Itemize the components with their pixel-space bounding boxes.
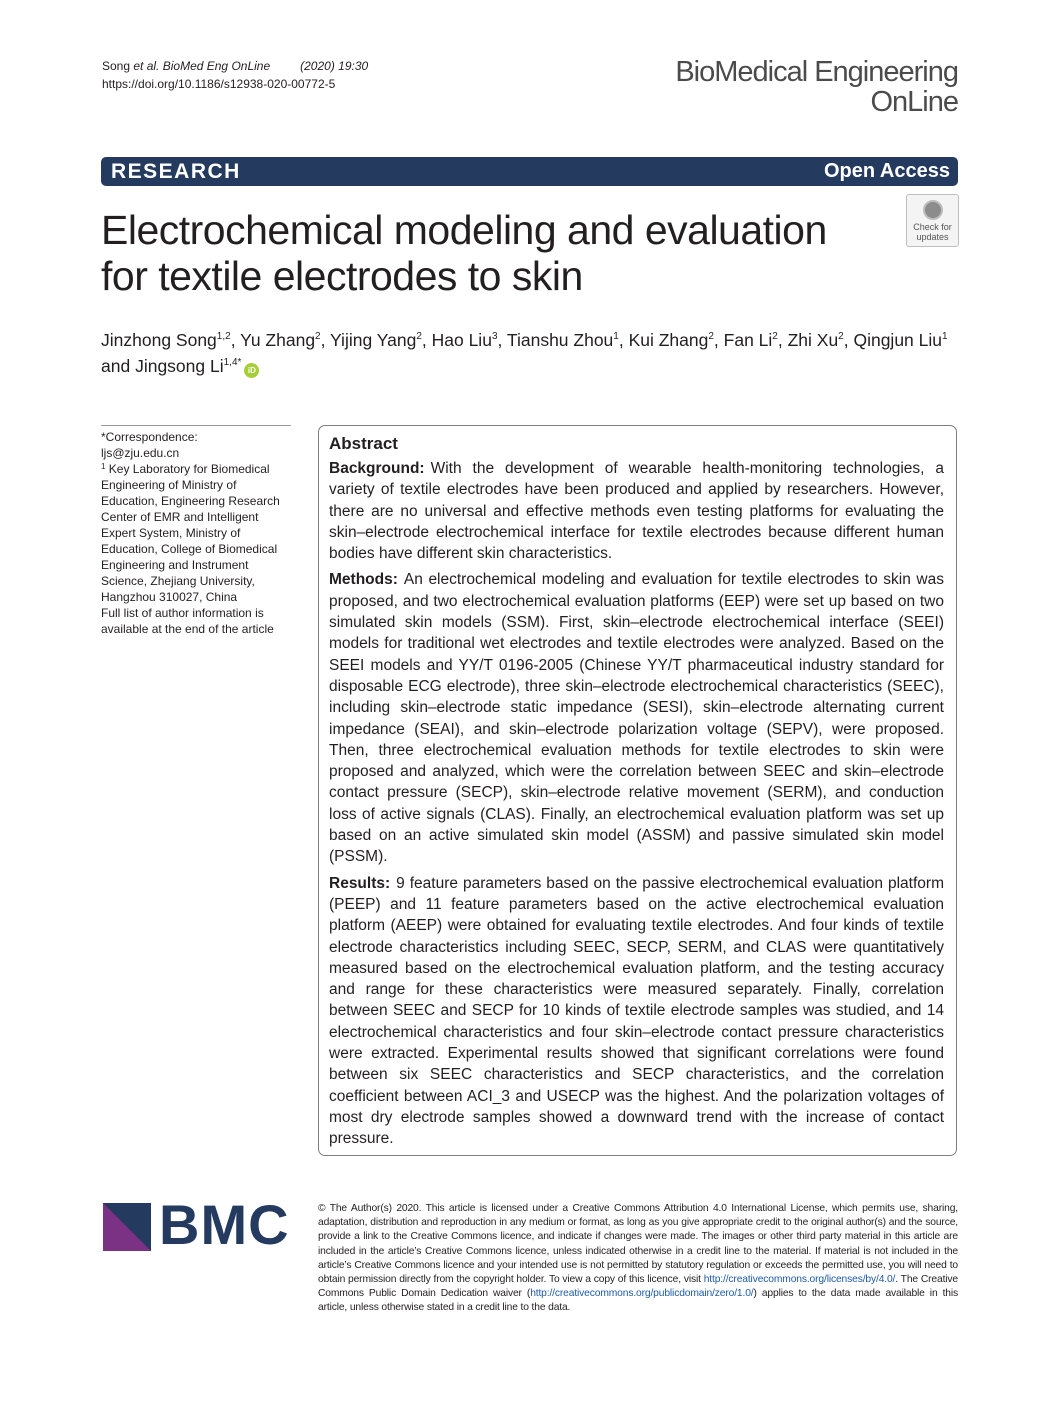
section-text: 9 feature parameters based on the passive electrochemical evaluation platform (PEEP) and 11 feature parameters based on the active electrochemical evaluation platform (AEEP) were obtained for evaluating textile electrodes. And four kinds of textile electrode characteristics including SEEC, SECP, SERM, and CLAS were quantitatively measured based on the electrochemical evaluation platform, and the testing accuracy and range for these characteristics were measured separately. Finally, correlation between SEEC and SECP for 10 kinds of textile electrode samples was studied, and 14 electrochemical characteristics and four skin–electrode contact pressure characteristics were extracted. Experimental results showed that significant correlations were found between six SEEC characteristics and SECP characteristics, and the correlation coefficient between ACI_3 and USECP was the highest. And the polarization voltages of most dry electrode samples showed a downward trend with the increase of contact pressure.: [329, 874, 944, 1148]
journal-name-line1: BioMedical Engineering: [675, 56, 958, 88]
correspondence-panel: [101, 425, 291, 637]
affiliation-number: 1: [101, 462, 106, 471]
author-name[interactable]: Kui Zhang: [628, 330, 709, 350]
article-type-label: RESEARCH: [111, 160, 241, 183]
article-title: Electrochemical modeling and evaluation for textile electrodes to skin: [101, 207, 827, 299]
citation-author: Song: [102, 59, 131, 73]
check-updates-line1: Check for: [913, 222, 952, 232]
correspondence-label: *Correspondence:: [101, 430, 198, 444]
license-text: ) applies to the data made available in this article, unless otherwise stated in a credit line to the data.: [318, 1288, 959, 1314]
citation-journal: BioMed Eng OnLine: [162, 59, 271, 73]
article-type-banner: [101, 157, 958, 186]
author-name[interactable]: Yijing Yang: [330, 330, 417, 350]
affiliation-text: [101, 461, 291, 605]
author-affiliation: 2: [315, 331, 321, 342]
author-list: Jinzhong Song$^{1,2}$, Yu Zhang$^2$, Yijing Yang$^2$, Hao Liu$^3$, Tianshu Zhou$^1$, Kui Zhang$^2$, Fan Li$^2$, Zhi Xu$^2$, Qingjun Liu$^1$ and Jingsong $Li^{1,4*}iD$: [101, 330, 948, 376]
author-name[interactable]: Tianshu Zhou: [506, 330, 614, 350]
check-updates-line2: updates: [916, 232, 949, 242]
author-name[interactable]: Hao Liu: [431, 330, 492, 350]
author-affiliation: 2: [708, 331, 714, 342]
check-updates-icon: [923, 200, 943, 220]
bmc-logo-triangle: [103, 1203, 151, 1251]
author-affiliation: 3: [491, 331, 498, 342]
doi-link[interactable]: https://doi.org/10.1186/s12938-020-00772-5: [102, 77, 336, 91]
author-affiliation: 2: [416, 331, 422, 342]
section-text: With the development of wearable health-monitoring technologies, a variety of textile electrodes have been produced and applied by researchers. However, there are no universal and effective methods even testing platforms for evaluating the skin–electrode electrochemical interface for textile electrodes because different human bodies have different skin characteristics.: [329, 460, 944, 563]
author-name[interactable]: Jingsong Li: [135, 356, 224, 376]
author-name[interactable]: Qingjun Liu: [853, 330, 943, 350]
citation-line: [102, 57, 368, 75]
abstract-results: [329, 873, 944, 1150]
author-name[interactable]: Jinzhong Song: [101, 330, 217, 350]
abstract-methods: [329, 569, 944, 867]
abstract-box: [318, 425, 957, 1156]
license-text: . The Creative Commons Public Domain Dedication waiver (: [318, 1274, 958, 1300]
check-for-updates-button[interactable]: [906, 194, 959, 247]
section-text: An electrochemical modeling and evaluation for textile electrodes to skin was proposed, and two electrochemical evaluation platforms (EEP) were set up based on two simulated skin models (SSM). First, skin–electrode electrochemical interface (SEEI) models for traditional wet electrodes and textile electrodes were analyzed. Based on the SEEI models and YY/T 0196-2005 (Chinese YY/T pharmaceutical industry standard for disposable ECG electrode), three skin–electrode electrochemical characteristics (SEEC), including skin–electrode static impedance (SESI), skin–electrode alternating current impedance (SEAI), and skin–electrode polarization voltage (SEPV), were proposed. Then, three electrochemical evaluation methods for textile electrodes to skin were proposed and analyzed, which were the correlation between SEEC and skin–electrode contact pressure (SECP), skin–electrode relative movement (SERM), and conduction loss of active signals (CLAS). Finally, an electrochemical evaluation platform was set up based on an active simulated skin model (ASSM) and passive simulated skin model (PSSM).: [329, 571, 944, 866]
author-info-note: Full list of author information is available at the end of the article: [101, 606, 274, 636]
authors-and: and: [101, 356, 131, 376]
affiliation-body: Key Laboratory for Biomedical Engineering of Ministry of Education, Engineering Research Center of EMR and Intelligent Expert System, Ministry of Education, College of Biomedical Engineering and Instrument Science, Zhejiang University, Hangzhou 310027, China: [101, 462, 280, 604]
section-label: Results:: [329, 874, 391, 892]
author-name[interactable]: Zhi Xu: [787, 330, 839, 350]
citation-etal: et al.: [133, 59, 160, 73]
license-text: © The Author(s) 2020. This article is licensed under a Creative Commons Attribution 4.0 International License, which permits use, sharing, adaptation, distribution and reproduction in any medium or format, as long as you give appropriate credit to the original author(s) and the source, provide a link to the Creative Commons licence, and indicate if changes were made. The images or other third party material in this article are included in the article’s Creative Commons licence, unless indicated otherwise in a credit line to the material. If material is not included in the article’s Creative Commons licence and your intended use is not permitted by statutory regulation or exceeds the permitted use, you will need to obtain permission directly from the copyright holder. To view a copy of this licence, visit: [318, 1203, 958, 1286]
article-citation: [102, 57, 368, 93]
license-statement: [318, 1202, 958, 1316]
author-affiliation: 1,4*: [223, 357, 242, 368]
citation-year: (2020) 19:30: [300, 59, 369, 73]
orcid-icon[interactable]: iD: [244, 363, 259, 378]
license-link-cc-by[interactable]: http://creativecommons.org/licenses/by/4.0/: [703, 1274, 896, 1286]
author-affiliation: 1: [613, 331, 619, 342]
author-name[interactable]: Fan Li: [723, 330, 773, 350]
abstract-heading: Abstract: [329, 434, 398, 453]
license-link-cc0[interactable]: http://creativecommons.org/publicdomain/zero/1.0/: [530, 1288, 754, 1300]
author-affiliation: 2: [838, 331, 844, 342]
open-access-label: Open Access: [824, 160, 950, 182]
section-label: Background:: [329, 460, 425, 477]
journal-name: [675, 57, 958, 117]
author-affiliation: 2: [772, 331, 778, 342]
journal-name-line2: OnLine: [870, 86, 958, 118]
bmc-logo-text: BMC: [159, 1193, 290, 1256]
author-affiliation: 1,2: [216, 331, 231, 342]
bmc-logo: [103, 1193, 303, 1256]
bmc-logo-mark: [103, 1203, 151, 1251]
section-label: Methods:: [329, 571, 398, 589]
correspondence-email[interactable]: ljs@zju.edu.cn: [101, 446, 180, 460]
abstract-background: [329, 458, 944, 564]
author-name[interactable]: Yu Zhang: [240, 330, 316, 350]
author-affiliation: 1: [942, 331, 948, 342]
